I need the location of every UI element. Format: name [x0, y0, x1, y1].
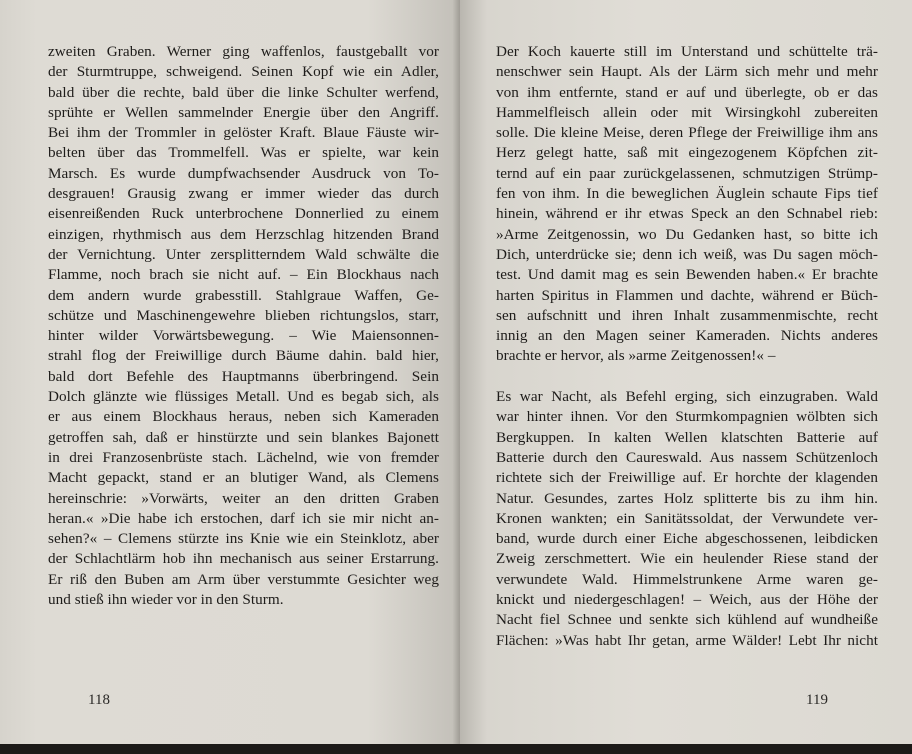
text-line: einzigen, rhythmisch aus dem Herzschlag hitzenden Brand	[48, 225, 439, 243]
text-line: verwundete Wald. Himmelstrunkene Arme waren ge-	[496, 570, 878, 588]
text-line: brachte er hervor, als »arme Zeitgenossen!« –	[496, 347, 776, 365]
text-line: bald dort Befehle des Hauptmanns überbringend. Sein	[48, 367, 439, 385]
right-page-text	[496, 42, 878, 651]
text-line: er aus einem Blockhaus heraus, neben sich Kameraden	[48, 408, 439, 426]
text-line: und stieß ihn wieder vor in den Sturm.	[48, 591, 284, 609]
text-line: Macht gepackt, stand er an blutiger Wand, als Clemens	[48, 469, 439, 487]
text-line: band, wurde durch einer Eiche abgeschossenen, leibdicken	[496, 530, 878, 548]
text-line: Nacht fiel Schnee und senkte sich kühlend auf wundheiße	[496, 611, 878, 629]
text-line: sen aufschnitt und ihren Inhalt zusammenmischte, recht	[496, 306, 878, 324]
text-line: sprühte er Wellen sammelnder Energie über den Angriff.	[48, 103, 439, 121]
text-line: nenschwer sein Haupt. Als der Lärm sich mehr und mehr	[496, 63, 878, 81]
text-line: Natur. Gesundes, zartes Holz splitterte bis zu ihm hin.	[496, 489, 878, 507]
text-line: Kronen wankten; ein Sanitätssoldat, der Verwundete ver-	[496, 509, 878, 527]
text-line: in drei Franzosenbrüste stach. Lächelnd, wie von fremder	[48, 448, 439, 466]
text-line: hereinschrie: »Vorwärts, weiter an den dritten Graben	[48, 489, 439, 507]
text-line: heran.« »Die habe ich erstochen, darf ich sie mir nicht an-	[48, 509, 439, 527]
text-line: strahl flog der Freiwillige durch Bäume dahin. bald hier,	[48, 347, 439, 365]
text-line: der Schlachtlärm hob ihn mechanisch aus seiner Erstarrung.	[48, 550, 439, 568]
text-line: hinter wilder Vorwärtsbewegung. – Wie Maiensonnen-	[48, 327, 439, 345]
text-line: harten Spiritus in Flammen und dachte, während er Büch-	[496, 286, 878, 304]
text-line: belten über das Trommelfell. Was er spielte, war kein	[48, 144, 439, 162]
text-line: Herz gelegt hatte, saß mit eingezogenem Köpfchen zit-	[496, 144, 878, 162]
text-line: Er riß den Buben am Arm über verstummte Gesichter weg	[48, 570, 439, 588]
text-line: schütze und Maschinengewehre blieben richtungslos, starr,	[48, 306, 439, 324]
page-number-right: 119	[806, 692, 828, 708]
text-line: Bergkuppen. In kalten Wellen klatschten Batterie auf	[496, 428, 878, 446]
left-page	[0, 0, 460, 744]
text-line: Hammelfleisch allein oder mit Wirsingkohl zubereiten	[496, 103, 878, 121]
text-line: Dolch glänzte wie flüssiges Metall. Und es begab sich, als	[48, 388, 439, 406]
text-line: Der Koch kauerte still im Unterstand und schüttelte trä-	[496, 43, 878, 60]
text-line: zweiten Graben. Werner ging waffenlos, faustgeballt vor	[48, 43, 439, 60]
text-line: knickt und niedergeschlagen! – Weich, aus der Höhe der	[496, 591, 878, 609]
text-line: desgrauen! Grausig zwang er immer wieder das durch	[48, 185, 439, 203]
text-line: Flamme, noch brach sie nicht auf. – Ein Blockhaus nach	[48, 266, 439, 284]
left-page-text	[48, 42, 439, 610]
scan-bottom-edge	[0, 744, 912, 754]
page-number-left: 118	[88, 692, 110, 708]
text-line: richtete sich der Freiwillige auf. Er horchte der klagenden	[496, 469, 878, 487]
text-line: solle. Die kleine Meise, deren Pflege der Freiwillige ihm ans	[496, 124, 878, 142]
text-line: sehen?« – Clemens stürzte ins Knie wie ein Steinklotz, aber	[48, 530, 439, 548]
text-line: »Arme Zeitgenossin, wo Du Gedanken hast, so bitte ich	[496, 225, 878, 243]
text-line: Zweig zerschmettert. Wie ein heulender Riese stand der	[496, 550, 878, 568]
text-line: innig an den Magen seiner Kameraden. Nichts anderes	[496, 327, 878, 345]
text-line: Batterie durch den Caureswald. Aus nassem Schützenloch	[496, 448, 878, 466]
text-line: der Vernichtung. Unter zersplitterndem Wald schwälte die	[48, 245, 439, 263]
text-line: war hinter ihnen. Vor den Sturmkompagnien wölbten sich	[496, 408, 878, 426]
text-line: Dich, unterdrücke sie; denn ich weiß, was Du sagen möch-	[496, 245, 878, 263]
text-line: fen von ihm. In die beweglichen Äuglein schaute Fips tief	[496, 185, 878, 203]
text-line: der Sturmtruppe, schweigend. Seinen Kopf wie ein Adler,	[48, 63, 439, 81]
right-page	[460, 0, 912, 744]
text-line: Flächen: »Was habt Ihr getan, arme Wälder! Lebt Ihr nicht	[496, 631, 878, 649]
text-line: bald über die rechte, bald über die linke Schulter werfend,	[48, 83, 439, 101]
text-line: Marsch. Es wurde dumpfwachsender Ausdruck von To-	[48, 164, 439, 182]
text-line: test. Und damit mag es sein Bewenden haben.« Er brachte	[496, 266, 878, 284]
paragraph-gap	[496, 367, 878, 387]
text-line: getroffen sah, daß er hinstürzte und sein blankes Bajonett	[48, 428, 439, 446]
text-line: von ihm entfernte, stand er auf und überlegte, ob er das	[496, 83, 878, 101]
text-line: ternd auf ein paar zurückgelassenen, schmutzigen Strümp-	[496, 164, 878, 182]
text-line: hinein, während er ihr etwas Speck an den Schnabel rieb:	[496, 205, 878, 223]
text-line: eisenreißenden Ruck unterbrochene Donnerlied zu einem	[48, 205, 439, 223]
text-line: Es war Nacht, als Befehl erging, sich einzugraben. Wald	[496, 388, 878, 406]
text-line: Bei ihm der Trommler in gelöster Kraft. Blaue Fäuste wir-	[48, 124, 439, 142]
text-line: dem andern wurde grabesstill. Stahlgraue Waffen, Ge-	[48, 286, 439, 304]
